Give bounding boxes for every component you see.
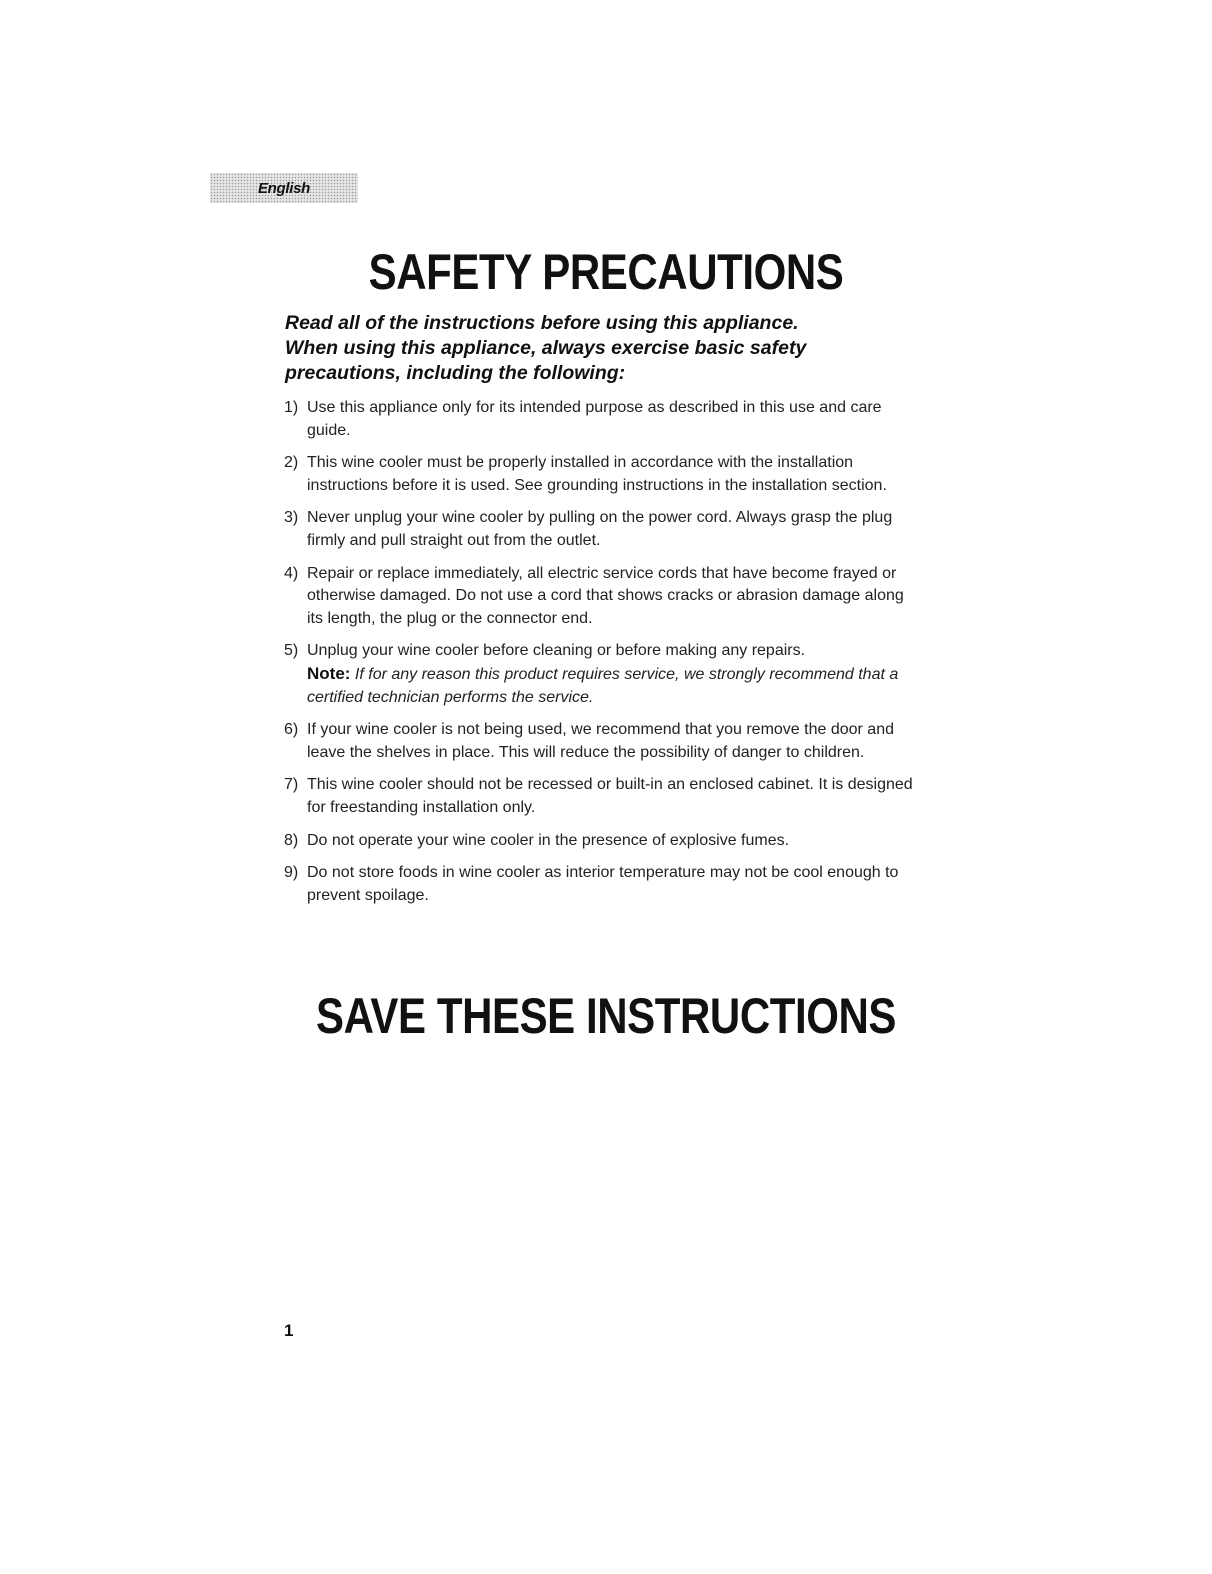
list-item	[284, 397, 924, 442]
rule-number: 7)	[284, 776, 299, 794]
intro-line: precautions, including the following:	[285, 362, 626, 384]
list-item	[284, 719, 924, 764]
rule-text: Unplug your wine cooler before cleaning or before making any repairs.	[307, 642, 806, 660]
list-item	[284, 830, 924, 853]
rule-number: 1)	[284, 399, 299, 416]
rule-text: Never unplug your wine cooler by pulling on the power cord. Always grasp the plug firmly and pull straight out from the outlet.	[307, 509, 893, 549]
language-tab	[210, 173, 358, 203]
rule-number: 5)	[284, 642, 299, 660]
intro-line: Read all of the instructions before using this appliance.	[285, 312, 799, 334]
list-item	[284, 507, 924, 552]
page-title: SAFETY PRECAUTIONS	[368, 244, 844, 300]
rule-number: 6)	[284, 721, 299, 739]
list-item	[284, 774, 924, 819]
rule-text: Repair or replace immediately, all electric service cords that have become frayed or otherwise damaged. Do not use a cord that shows cracks or abrasion damage along its length, the plug or the connector end.	[307, 564, 904, 627]
rule-number: 2)	[284, 454, 299, 472]
rule-number: 3)	[284, 509, 299, 527]
list-item	[284, 563, 924, 631]
rule-text: If your wine cooler is not being used, we recommend that you remove the door and leave the shelves in place. This will reduce the possibility of danger to children.	[307, 721, 894, 761]
rule-text: Use this appliance only for its intended purpose as described in this use and care guide.	[307, 399, 882, 439]
list-item	[284, 640, 924, 709]
rule-text: Do not store foods in wine cooler as interior temperature may not be cool enough to prevent spoilage.	[307, 864, 899, 904]
rule-number: 4)	[284, 564, 299, 582]
language-label: English	[257, 179, 311, 197]
list-item	[284, 452, 924, 497]
closing-title: SAVE THESE INSTRUCTIONS	[316, 988, 896, 1044]
rule-number: 9)	[284, 864, 299, 882]
intro-text	[285, 311, 925, 386]
safety-rules-list	[284, 397, 924, 917]
rule-text: This wine cooler must be properly installed in accordance with the installation instructions before it is used. See grounding instructions in the installation section.	[307, 454, 887, 494]
note-text: If for any reason this product requires service, we strongly recommend that a certified technician performs the service.	[307, 665, 899, 706]
rule-number: 8)	[284, 831, 299, 849]
page-number: 1	[284, 1321, 294, 1340]
rule-text: This wine cooler should not be recessed or built-in an enclosed cabinet. It is designed for freestanding installation only.	[307, 776, 913, 816]
note-label: Note:	[307, 663, 351, 683]
intro-line: When using this appliance, always exercise basic safety	[285, 337, 807, 359]
list-item	[284, 862, 924, 907]
rule-text: Do not operate your wine cooler in the presence of explosive fumes.	[307, 831, 790, 849]
